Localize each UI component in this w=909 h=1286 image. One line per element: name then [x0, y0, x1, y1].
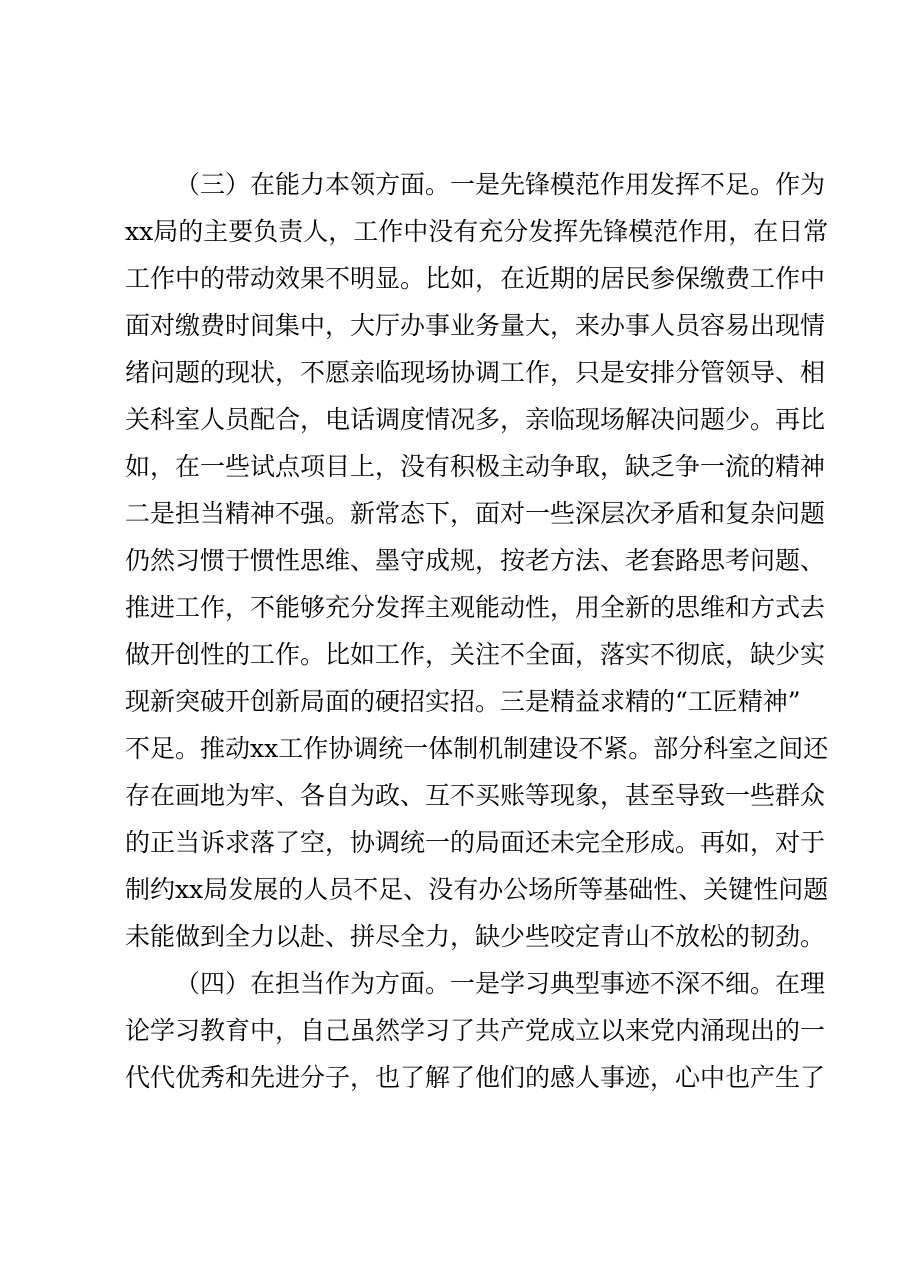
text-line-16: 制约xx局发展的人员不足、没有办公场所等基础性、关键性问题 — [125, 875, 829, 904]
text-line-15: 的正当诉求落了空，协调统一的局面还未完全形成。再如，对于 — [125, 828, 826, 857]
text-line-13: 不足。推动xx工作协调统一体制机制建设不紧。部分科室之间还 — [125, 734, 829, 763]
text-line-3: 工作中的带动效果不明显。比如，在近期的居民参保缴费工作中 — [125, 264, 826, 293]
text-line-20: 代代优秀和先进分子，也了解了他们的感人事迹，心中也产生了 — [125, 1063, 826, 1092]
text-line-18: （四）在担当作为方面。一是学习典型事迹不深不细。在理 — [175, 969, 826, 998]
text-line-11: 做开创性的工作。比如工作，关注不全面，落实不彻底，缺少实 — [125, 640, 826, 669]
text-line-7: 如，在一些试点项目上，没有积极主动争取，缺乏争一流的精神 — [125, 452, 826, 481]
text-line-4: 面对缴费时间集中，大厅办事业务量大，来办事人员容易出现情 — [125, 311, 826, 340]
text-line-1: （三）在能力本领方面。一是先锋模范作用发挥不足。作为 — [175, 170, 826, 199]
text-line-14: 存在画地为牢、各自为政、互不买账等现象，甚至导致一些群众 — [125, 781, 826, 810]
text-line-12: 现新突破开创新局面的硬招实招。三是精益求精的“工匠精神” — [125, 687, 801, 716]
text-line-10: 推进工作，不能够充分发挥主观能动性，用全新的思维和方式去 — [125, 593, 826, 622]
text-line-6: 关科室人员配合，电话调度情况多，亲临现场解决问题少。再比 — [125, 405, 826, 434]
text-line-19: 论学习教育中，自己虽然学习了共产党成立以来党内涌现出的一 — [125, 1016, 826, 1045]
text-line-9: 仍然习惯于惯性思维、墨守成规，按老方法、老套路思考问题、 — [125, 546, 826, 575]
text-line-8: 二是担当精神不强。新常态下，面对一些深层次矛盾和复杂问题 — [125, 499, 826, 528]
text-line-5: 绪问题的现状，不愿亲临现场协调工作，只是安排分管领导、相 — [125, 358, 826, 387]
text-line-2: xx局的主要负责人，工作中没有充分发挥先锋模范作用，在日常 — [125, 217, 829, 246]
text-line-17: 未能做到全力以赴、拼尽全力，缺少些咬定青山不放松的韧劲。 — [125, 922, 826, 951]
